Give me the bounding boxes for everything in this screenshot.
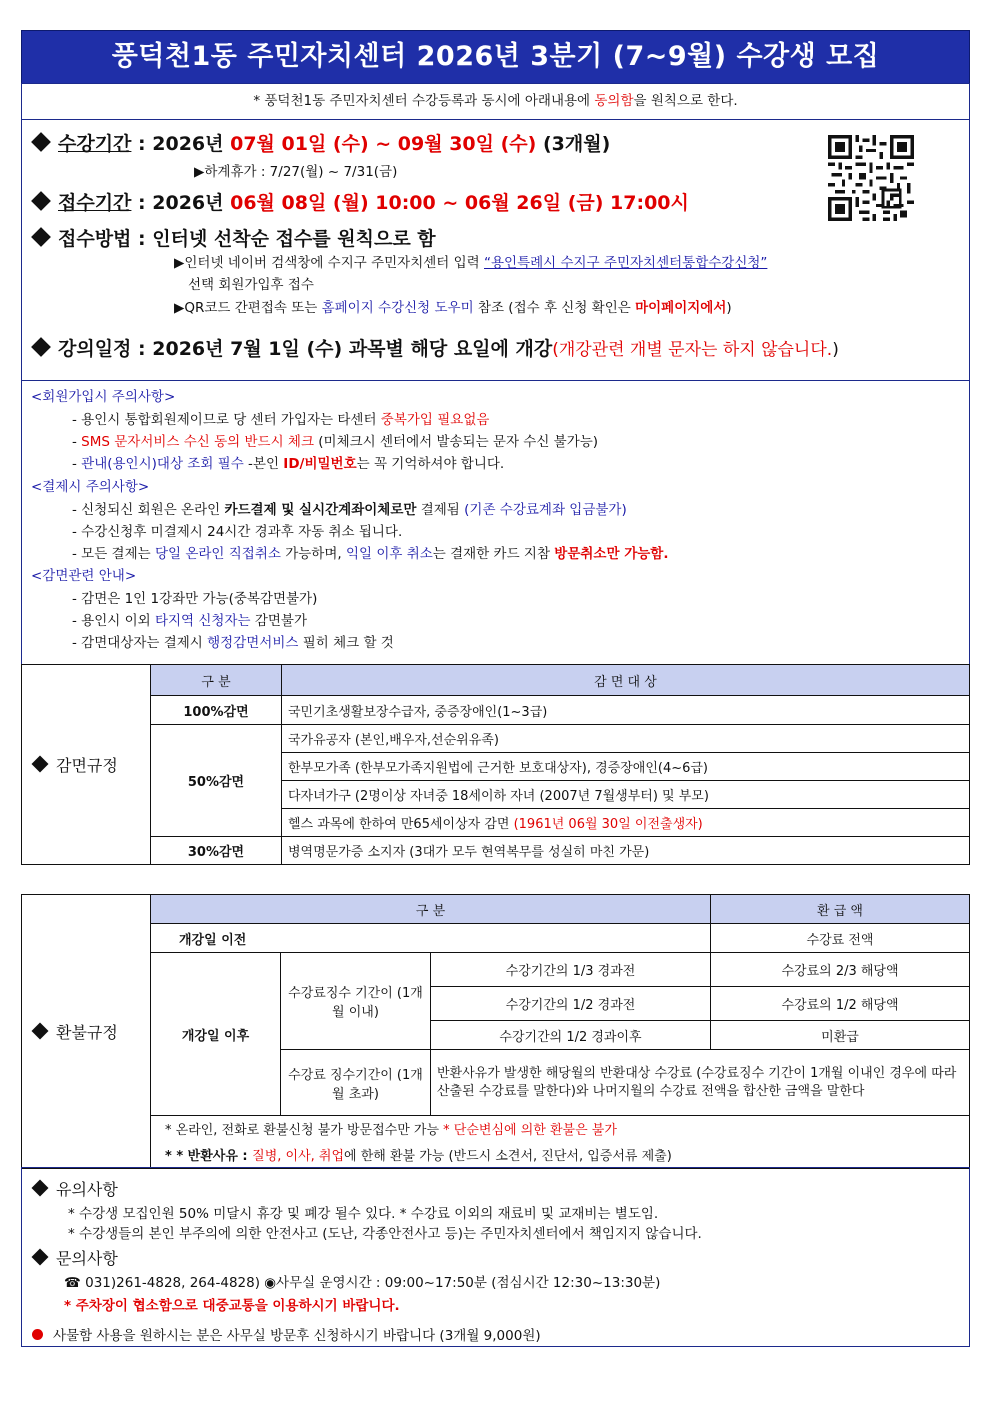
- table-cell: 헬스 과목에 한하여 만65세이상자 감면 (1961년 06월 30일 이전출생자): [282, 809, 970, 837]
- diamond-bullet-icon: [32, 1180, 49, 1197]
- table-cell: 반환사유가 발생한 해당월의 반환대상 수강료 (수강료징수 기간이 1개월 이내인 경우에 따라 산출된 수강료를 말한다)와 나머지월의 수강료 전액을 합산한 금액을 말한다: [431, 1050, 970, 1116]
- qr-code-icon[interactable]: [824, 135, 918, 221]
- table-cell: 다자녀가구 (2명이상 자녀중 18세이하 자녀 (2007년 7월생부터) 및 부모): [282, 781, 970, 809]
- list-item: - 관내(용인시)대상 조회 필수 -본인 ID/비밀번호는 꼭 기억하셔야 합니다.: [72, 456, 505, 472]
- table-cell: 미환급: [711, 1021, 970, 1050]
- page-title: 풍덕천1동 주민자치센터 2026년 3분기 (7~9월) 수강생 모집: [21, 30, 970, 84]
- refund-rules-label: 환불규정: [22, 895, 151, 1169]
- table-cell: 개강일 이전: [151, 924, 711, 953]
- table-cell: 수강료의 1/2 해당액: [711, 987, 970, 1021]
- table-cell: 국민기초생활보장수급자, 중증장애인(1~3급): [282, 696, 970, 725]
- table-header: 환 급 액: [711, 895, 970, 924]
- diamond-bullet-icon: [32, 1023, 49, 1040]
- table-header: 구 분: [151, 895, 711, 924]
- table-cell: 30%감면: [151, 837, 282, 865]
- table-cell: 수강료 전액: [711, 924, 970, 953]
- method-row: 접수방법 : 인터넷 선착순 접수를 원칙으로 함: [30, 224, 436, 251]
- table-cell: 수강기간의 1/2 경과이후: [431, 1021, 711, 1050]
- red-dot-icon: [32, 1329, 43, 1340]
- table-cell: 한부모가족 (한부모가족지원법에 근거한 보호대상자), 경증장애인(4~6급): [282, 753, 970, 781]
- agreement-notice: * 풍덕천1동 주민자치센터 수강등록과 동시에 아래내용에 동의함을 원칙으로 한다.: [21, 83, 970, 120]
- table-cell: 수강기간의 1/3 경과전: [431, 953, 711, 987]
- list-item: - SMS 문자서비스 수신 동의 반드시 체크 (미체크시 센터에서 발송되는 문자 수신 불가능): [72, 434, 599, 450]
- list-item: - 모든 결제는 당일 온라인 직접취소 가능하며, 익일 이후 취소는 결재한 카드 지참 방문취소만 가능함.: [72, 546, 669, 562]
- method-line-3: ▶QR코드 간편접속 또는 홈페이지 수강신청 도우미 참조 (접수 후 신청 확인은 마이페이지에서): [174, 300, 732, 316]
- table-cell: 병역명문가증 소지자 (3대가 모두 현역복무를 성실히 마친 가문): [282, 837, 970, 865]
- list-item: - 신청되신 회원은 온라인 카드결제 및 실시간계좌이체로만 결제됨 (기존 수강료계좌 입금불가): [72, 502, 627, 518]
- diamond-bullet-icon: [31, 337, 51, 357]
- diamond-bullet-icon: [32, 1249, 49, 1266]
- table-header: 감 면 대 상: [282, 665, 970, 696]
- method-line-1: ▶인터넷 네이버 검색창에 수지구 주민자치센터 입력 “용인특례시 수지구 주민자치센터통합수강신청”: [174, 255, 768, 271]
- notes-section: [21, 1167, 970, 1347]
- discount-rules-label: 감면규정: [22, 665, 151, 865]
- info-section: [21, 119, 970, 381]
- refund-table: [21, 894, 970, 1169]
- locker-notice: 사물함 사용을 원하시는 분은 사무실 방문후 신청하시기 바랍니다 (3개월 9,000원): [32, 1324, 541, 1344]
- table-header: 구 분: [151, 665, 282, 696]
- table-cell: 수강료의 2/3 해당액: [711, 953, 970, 987]
- contact-phone: ☎ 031)261-4828, 264-4828) ◉사무실 운영시간 : 09:00~17:50분 (점심시간 12:30~13:30분): [64, 1275, 661, 1291]
- signup-heading: <회원가입시 주의사항>: [31, 389, 176, 405]
- notes-line-2: * 수강생들의 본인 부주의에 의한 안전사고 (도난, 각종안전사고 등)는 주민자치센터에서 책임지지 않습니다.: [68, 1226, 702, 1242]
- table-cell: 50%감면: [151, 725, 282, 837]
- notes-line-1: * 수강생 모집인원 50% 미달시 휴강 및 폐강 될수 있다. * 수강료 이외의 재료비 및 교재비는 별도임.: [68, 1206, 659, 1222]
- schedule-row: 강의일정 : 2026년 7월 1일 (수) 과목별 해당 요일에 개강(개강관련 개별 문자는 하지 않습니다.): [30, 334, 839, 361]
- contact-heading: 문의사항: [30, 1246, 118, 1269]
- diamond-bullet-icon: [31, 191, 51, 211]
- diamond-bullet-icon: [32, 756, 49, 773]
- homepage-helper-link[interactable]: 홈페이지 수강신청 도우미: [321, 300, 474, 316]
- list-item: - 용인시 이외 타지역 신청자는 감면불가: [72, 613, 307, 629]
- list-item: - 용인시 통합회원제이므로 당 센터 가입자는 타센터 중복가입 필요없음: [72, 412, 490, 428]
- notes-heading: 유의사항: [30, 1177, 118, 1200]
- table-cell: 수강료징수 기간이 (1개월 이내): [281, 953, 431, 1050]
- table-cell: 국가유공자 (본인,배우자,선순위유족): [282, 725, 970, 753]
- payment-heading: <결제시 주의사항>: [31, 479, 150, 495]
- list-item: - 감면은 1인 1강좌만 가능(중복감면불가): [72, 591, 318, 607]
- summer-break: ▶하계휴가 : 7/27(월) ~ 7/31(금): [194, 164, 398, 180]
- parking-notice: * 주차장이 협소함으로 대중교통을 이용하시기 바랍니다.: [64, 1298, 400, 1314]
- period-row: 수강기간 : 2026년 07월 01일 (수) ~ 09월 30일 (수) (3개월): [30, 129, 610, 156]
- list-item: - 수강신청후 미결제시 24시간 경과후 자동 취소 됩니다.: [72, 524, 403, 540]
- refund-note-1: * 온라인, 전화로 환불신청 불가 방문접수만 가능 * 단순변심에 의한 환불은 불가: [151, 1116, 970, 1142]
- table-cell: 100%감면: [151, 696, 282, 725]
- integrated-signup-link[interactable]: “용인특례시 수지구 주민자치센터통합수강신청”: [484, 255, 768, 271]
- method-line-2: 선택 회원가입후 접수: [188, 277, 314, 293]
- discount-heading: <감면관련 안내>: [31, 568, 137, 584]
- diamond-bullet-icon: [31, 227, 51, 247]
- list-item: - 감면대상자는 결제시 행정감면서비스 필히 체크 할 것: [72, 635, 394, 651]
- cautions-section: [21, 380, 970, 665]
- reception-row: 접수기간 : 2026년 06월 08일 (월) 10:00 ~ 06월 26일 (금) 17:00시: [30, 188, 689, 215]
- diamond-bullet-icon: [31, 132, 51, 152]
- refund-note-2: * * 반환사유 : 질병, 이사, 취업에 한해 환불 가능 (반드시 소견서, 진단서, 입증서류 제출): [151, 1142, 970, 1169]
- discount-table: [21, 664, 970, 865]
- table-cell: 수강기간의 1/2 경과전: [431, 987, 711, 1021]
- table-cell: 개강일 이후: [151, 953, 281, 1116]
- table-cell: 수강료 징수기간이 (1개월 초과): [281, 1050, 431, 1116]
